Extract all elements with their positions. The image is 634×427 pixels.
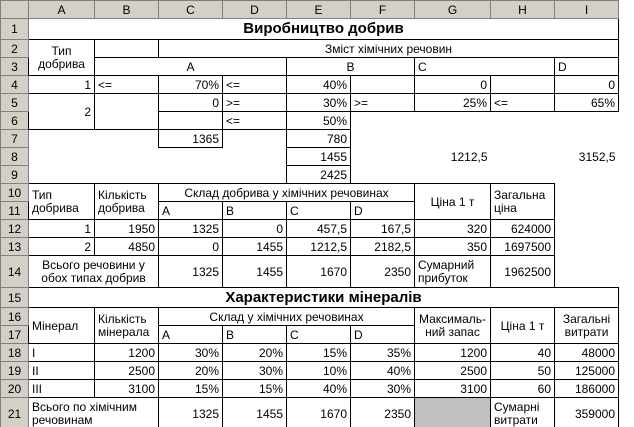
- cell[interactable]: [95, 40, 159, 58]
- cell[interactable]: 1212,5: [450, 149, 488, 164]
- row-header[interactable]: 20: [1, 380, 29, 398]
- cell[interactable]: 1455: [287, 148, 351, 166]
- total-price-header[interactable]: Загальна ціна: [491, 184, 555, 220]
- cell[interactable]: [95, 148, 159, 166]
- cell[interactable]: [491, 148, 555, 166]
- cell[interactable]: D: [351, 202, 415, 220]
- cell[interactable]: [223, 130, 287, 148]
- cell[interactable]: 15%: [159, 380, 223, 398]
- cell[interactable]: 2350: [351, 398, 415, 427]
- cell[interactable]: 40%: [287, 380, 351, 398]
- cell[interactable]: 50%: [287, 112, 351, 130]
- cell[interactable]: 40: [491, 344, 555, 362]
- cell[interactable]: <=: [95, 76, 159, 94]
- cell[interactable]: 350: [415, 238, 491, 256]
- cell[interactable]: 30%: [287, 94, 351, 112]
- total-profit-label[interactable]: Сумарний прибуток: [415, 256, 491, 288]
- cell[interactable]: 0: [223, 220, 287, 238]
- chem-d-header[interactable]: D: [555, 58, 619, 76]
- cell[interactable]: [351, 130, 415, 148]
- cell[interactable]: 70%: [159, 76, 223, 94]
- cell[interactable]: 20%: [159, 362, 223, 380]
- cell[interactable]: 780: [287, 130, 351, 148]
- column-header-i[interactable]: I: [555, 1, 619, 19]
- cell[interactable]: [555, 238, 619, 256]
- mineral-header[interactable]: Мінерал: [29, 308, 95, 344]
- cell[interactable]: [415, 112, 491, 130]
- cell[interactable]: [491, 112, 555, 130]
- fert-composition-header[interactable]: Склад добрива у хімічних речовинах: [159, 184, 415, 202]
- chem-b-header[interactable]: B: [287, 58, 415, 76]
- chem-content-header-cell[interactable]: Зміст хімічних речовин: [159, 40, 619, 58]
- cell[interactable]: 2425: [287, 166, 351, 184]
- cell[interactable]: 30%: [223, 362, 287, 380]
- cell[interactable]: 20%: [223, 344, 287, 362]
- table-row: [1, 238, 619, 256]
- cell[interactable]: [555, 184, 619, 220]
- cell[interactable]: >=: [351, 94, 415, 112]
- sheet-row: [1, 184, 619, 202]
- shaded-cell[interactable]: [415, 398, 491, 427]
- cell[interactable]: 3100: [95, 380, 159, 398]
- cell[interactable]: 1200: [415, 344, 491, 362]
- column-header-a[interactable]: A: [29, 1, 95, 19]
- row-header[interactable]: 6: [1, 112, 29, 130]
- cell[interactable]: D: [351, 326, 415, 344]
- column-header-c[interactable]: C: [159, 1, 223, 19]
- cell[interactable]: 3152,5: [578, 149, 616, 164]
- cell[interactable]: 167,5: [351, 220, 415, 238]
- row-header[interactable]: 4: [1, 76, 29, 94]
- total-profit-value[interactable]: 1962500: [491, 256, 555, 288]
- cell[interactable]: 40%: [287, 76, 351, 94]
- table-row: [1, 362, 619, 380]
- cell[interactable]: 320: [415, 220, 491, 238]
- price-header[interactable]: Ціна 1 т: [415, 184, 491, 220]
- cell[interactable]: >=: [223, 94, 287, 112]
- cell[interactable]: 48000: [555, 344, 619, 362]
- cell[interactable]: 1455: [223, 398, 287, 427]
- cell[interactable]: 1325: [159, 256, 223, 288]
- sheet-row: [1, 166, 619, 184]
- cell[interactable]: [555, 166, 619, 184]
- cell[interactable]: [491, 76, 555, 94]
- column-header-b[interactable]: B: [95, 1, 159, 19]
- row-header[interactable]: 8: [1, 148, 29, 166]
- cell[interactable]: [415, 130, 491, 148]
- total-costs-header[interactable]: Загальні витрати: [555, 308, 619, 344]
- row-header[interactable]: 16: [1, 308, 29, 326]
- cell[interactable]: 1697500: [491, 238, 555, 256]
- sheet-row: [1, 76, 619, 94]
- cell[interactable]: 2350: [351, 256, 415, 288]
- cell[interactable]: 0: [159, 238, 223, 256]
- row-header[interactable]: 5: [1, 94, 29, 112]
- cell[interactable]: 10%: [287, 362, 351, 380]
- cell[interactable]: 1950: [95, 220, 159, 238]
- cell[interactable]: C: [287, 202, 351, 220]
- row-header[interactable]: 7: [1, 130, 29, 148]
- title-cell[interactable]: Виробництво добрив: [29, 19, 619, 40]
- cell[interactable]: 30%: [351, 380, 415, 398]
- column-header-f[interactable]: F: [351, 1, 415, 19]
- sheet-row: [1, 130, 619, 148]
- row-header[interactable]: 14: [1, 256, 29, 288]
- column-header-row: [1, 1, 619, 19]
- cell[interactable]: [159, 112, 223, 130]
- cell[interactable]: <=: [223, 76, 287, 94]
- cell[interactable]: [555, 112, 619, 130]
- sheet-row: [1, 19, 619, 40]
- max-stock-header[interactable]: Максималь-ний запас: [415, 308, 491, 344]
- cell[interactable]: 1365: [159, 130, 223, 148]
- row-header[interactable]: 2: [1, 40, 29, 58]
- cell[interactable]: 15%: [287, 344, 351, 362]
- row-header[interactable]: 1: [1, 19, 29, 40]
- cell[interactable]: [351, 112, 415, 130]
- row-header[interactable]: 15: [1, 288, 29, 308]
- cell[interactable]: 35%: [351, 344, 415, 362]
- cell[interactable]: 2: [29, 238, 95, 256]
- cell[interactable]: [415, 166, 491, 184]
- row-header[interactable]: 18: [1, 344, 29, 362]
- cell[interactable]: 30%: [159, 344, 223, 362]
- cell[interactable]: 1325: [159, 398, 223, 427]
- cell[interactable]: 1325: [159, 220, 223, 238]
- cell[interactable]: [159, 148, 223, 166]
- cell[interactable]: 2500: [95, 362, 159, 380]
- type-header-cell[interactable]: Тип добрива: [29, 40, 95, 76]
- cell[interactable]: I: [29, 344, 95, 362]
- cell[interactable]: 50: [491, 362, 555, 380]
- cell[interactable]: 3100: [415, 380, 491, 398]
- title-cell[interactable]: Характеристики мінералів: [29, 288, 619, 308]
- cell[interactable]: III: [29, 380, 95, 398]
- row-header[interactable]: 21: [1, 398, 29, 427]
- cell[interactable]: 2: [29, 94, 95, 130]
- cell[interactable]: C: [287, 326, 351, 344]
- row-header[interactable]: 10: [1, 184, 29, 202]
- cell[interactable]: [223, 148, 287, 166]
- sheet-row: [1, 398, 619, 427]
- cell[interactable]: [223, 166, 287, 184]
- cell[interactable]: 457,5: [287, 220, 351, 238]
- row-header[interactable]: 3: [1, 58, 29, 76]
- chem-a-header[interactable]: А: [95, 58, 287, 76]
- fert-type-header[interactable]: Тип добрива: [29, 184, 95, 220]
- cell[interactable]: II: [29, 362, 95, 380]
- total-costs-value[interactable]: 359000: [555, 398, 619, 427]
- row-header[interactable]: 13: [1, 238, 29, 256]
- mineral-composition-header[interactable]: Склад у хімічних речовинах: [159, 308, 415, 326]
- cell[interactable]: 15%: [223, 380, 287, 398]
- total-substance-label[interactable]: Всього речовини у обох типах добрив: [29, 256, 159, 288]
- cell[interactable]: <=: [491, 94, 555, 112]
- cell[interactable]: 0: [159, 94, 223, 112]
- cell[interactable]: 25%: [415, 94, 491, 112]
- sheet-row: [1, 288, 619, 308]
- cell[interactable]: [491, 166, 555, 184]
- sheet-row: [1, 256, 619, 288]
- cell[interactable]: 1670: [287, 256, 351, 288]
- cell[interactable]: [95, 130, 159, 148]
- table-row: [1, 380, 619, 398]
- cell[interactable]: [95, 94, 159, 130]
- cell[interactable]: 60: [491, 380, 555, 398]
- total-costs-label[interactable]: Сумарні витрати: [491, 398, 555, 427]
- cell[interactable]: A: [159, 202, 223, 220]
- cell[interactable]: [351, 148, 415, 166]
- cell[interactable]: 186000: [555, 380, 619, 398]
- sheet-row: [1, 94, 619, 112]
- cell[interactable]: 1: [29, 220, 95, 238]
- column-header-e[interactable]: E: [287, 1, 351, 19]
- cell[interactable]: 2500: [415, 362, 491, 380]
- row-header[interactable]: 17: [1, 326, 29, 344]
- cell[interactable]: 624000: [491, 220, 555, 238]
- cell[interactable]: A: [159, 326, 223, 344]
- table-row: [1, 344, 619, 362]
- cell[interactable]: 125000: [555, 362, 619, 380]
- cell[interactable]: 1455: [223, 256, 287, 288]
- column-header-h[interactable]: H: [491, 1, 555, 19]
- cell[interactable]: 1212,5: [287, 238, 351, 256]
- table-row: [1, 220, 619, 238]
- cell[interactable]: B: [223, 326, 287, 344]
- select-all-corner[interactable]: [1, 1, 29, 19]
- chem-c-header[interactable]: C: [415, 58, 555, 76]
- cell[interactable]: <=: [223, 112, 287, 130]
- cell[interactable]: [29, 166, 95, 184]
- cell[interactable]: [351, 76, 415, 94]
- cell[interactable]: 1200: [95, 344, 159, 362]
- cell[interactable]: [29, 130, 95, 148]
- cell[interactable]: 40%: [351, 362, 415, 380]
- cell[interactable]: 1: [29, 76, 95, 94]
- cell[interactable]: 0: [415, 76, 491, 94]
- sheet-row: [1, 148, 619, 166]
- cell[interactable]: [555, 130, 619, 148]
- mineral-price-header[interactable]: Ціна 1 т: [491, 308, 555, 344]
- sheet-row: [1, 40, 619, 58]
- cell[interactable]: [29, 148, 95, 166]
- mineral-qty-header[interactable]: Кількість мінерала: [95, 308, 159, 344]
- sheet-row: [1, 308, 619, 326]
- row-header[interactable]: 9: [1, 166, 29, 184]
- cell[interactable]: [351, 166, 415, 184]
- cell[interactable]: 2182,5: [351, 238, 415, 256]
- cell[interactable]: [555, 256, 619, 288]
- cell[interactable]: [555, 220, 619, 238]
- row-header[interactable]: 12: [1, 220, 29, 238]
- cell[interactable]: 65%: [555, 94, 619, 112]
- row-header[interactable]: 19: [1, 362, 29, 380]
- total-chem-label[interactable]: Всього по хімічним речовинам: [29, 398, 159, 427]
- column-header-d[interactable]: D: [223, 1, 287, 19]
- row-header[interactable]: 11: [1, 202, 29, 220]
- cell[interactable]: 4850: [95, 238, 159, 256]
- cell[interactable]: 0: [555, 76, 619, 94]
- cell[interactable]: B: [223, 202, 287, 220]
- column-header-g[interactable]: G: [415, 1, 491, 19]
- cell[interactable]: [491, 130, 555, 148]
- fert-qty-header[interactable]: Кількість добрива: [95, 184, 159, 220]
- cell[interactable]: [159, 166, 223, 184]
- cell[interactable]: 1670: [287, 398, 351, 427]
- cell[interactable]: 1455: [223, 238, 287, 256]
- cell[interactable]: [95, 166, 159, 184]
